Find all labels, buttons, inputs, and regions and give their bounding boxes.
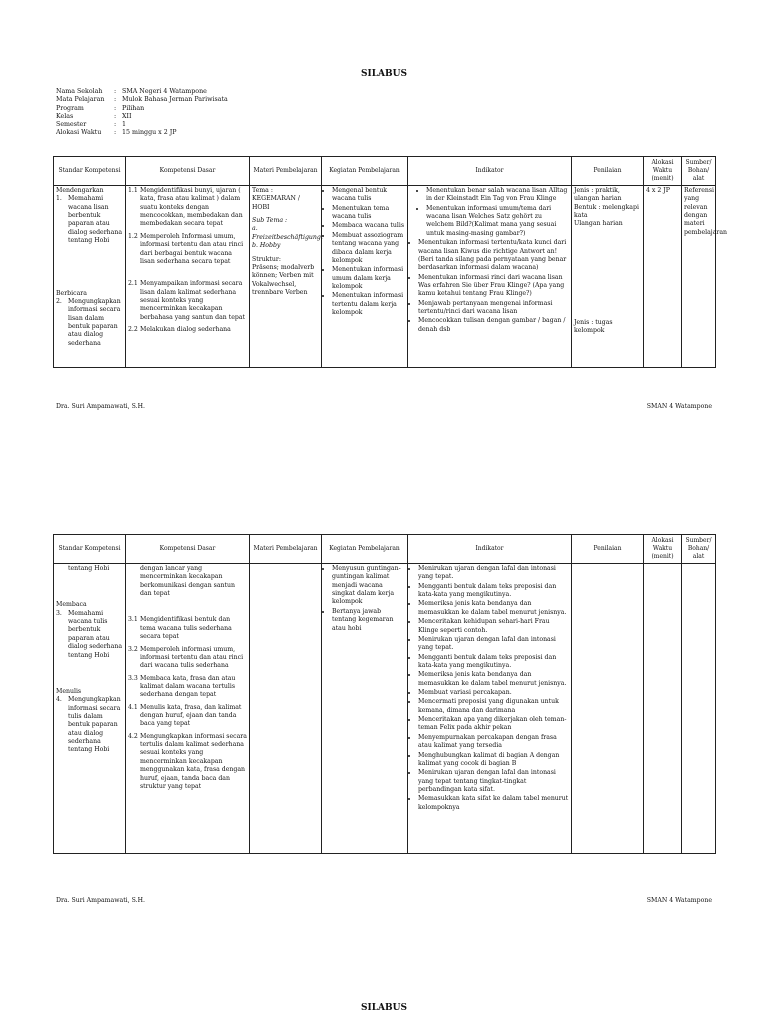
list-item: • Menceritakan apa yang dikerjakan oleh teman-teman Felix pada akhir pekan [418, 716, 569, 733]
meta-row [56, 88, 228, 96]
list-item [128, 675, 247, 700]
list-item: • Mengenal bentuk wacana tulis [332, 187, 405, 204]
item-number: 2.2 [128, 326, 138, 334]
list-item: • Menentukan informasi umum dalam kerja kelompok [332, 266, 405, 291]
column-header: Standar Kompetensi [54, 157, 126, 186]
item-number [56, 565, 68, 573]
section-heading: Membaca [56, 601, 87, 609]
item-number: 3.3 [128, 674, 138, 682]
list-item: • Mengganti bentuk dalam teks preposisi dan kata-kata yang mengikutinya. [418, 654, 569, 671]
list-item [56, 610, 123, 660]
penilaian-bentuk: Bentuk : melengkapi kata [574, 203, 639, 220]
indikator-cell [408, 564, 572, 854]
column-header: Indikator [408, 157, 572, 186]
page-title-bottom: SILABUS [361, 1003, 407, 1013]
meta-value: Pilihan [122, 104, 145, 112]
list-item: • Memasukkan kata sifat ke dalam tabel menurut kelompoknya [418, 795, 569, 812]
tema-label: Tema : [252, 187, 273, 194]
item-number: 4.1 [128, 703, 138, 711]
table-row [54, 564, 716, 854]
meta-row [56, 113, 228, 121]
table-header [54, 535, 716, 564]
penilaian-cell [572, 186, 644, 368]
section-heading: Berbicara [56, 289, 87, 297]
list-item [128, 704, 247, 729]
list-item: • Mengganti bentuk dalam teks preposisi dan kata-kata yang mengikutinya. [418, 583, 569, 600]
materi-cell [250, 564, 322, 854]
list-item: • Menjawab pertanyaan mengenai informasi tertentu/rinci dari wacana lisan [418, 300, 569, 317]
meta-row [56, 121, 228, 129]
item-text: Mengidentifikasi bunyi, ujaran ( kata, frasa atau kalimat ) dalam suatu konteks dengan mencocokkan, membedakan dan membedakan secara tepat [140, 187, 243, 228]
item-text: Mengidentifikasi bentuk dan tema wacana tulis sederhana secara tepat [140, 616, 232, 641]
item-text: Mengungkapkan informasi secara tulis dalam bentuk paparan atau dialog sederhana tentang Hobi [68, 696, 121, 754]
standar-kompetensi-cell [54, 186, 126, 368]
section-heading: Mendengarkan [56, 187, 104, 194]
list-item [128, 280, 247, 322]
list-item [128, 733, 247, 792]
item-number [128, 565, 140, 598]
standar-kompetensi-cell [54, 564, 126, 854]
kompetensi-dasar-cell [126, 564, 250, 854]
item-text: Menulis kata, frasa, dan kalimat dengan huruf, ejaan dan tanda baca yang tepat [140, 703, 242, 728]
list-item: • Membuat assoziogram tentang wacana yang dibaca dalam kerja kelompok [332, 232, 405, 265]
item-number: 1.2 [128, 232, 138, 240]
sumber-cell: Referensi yang relevan dengan materi pembelajaran [682, 186, 716, 368]
list-item: • Menghubungkan kalimat di bagian A dengan kalimat yang cocok di bagian B [418, 752, 569, 769]
item-number: 3. [56, 609, 62, 617]
alokasi-cell [644, 564, 682, 854]
sumber-cell [682, 564, 716, 854]
column-header: Kompetensi Dasar [126, 157, 250, 186]
kegiatan-cell [322, 564, 408, 854]
syllabus-table-2 [53, 534, 716, 854]
column-header: Penilaian [572, 535, 644, 564]
item-number: 2. [56, 297, 62, 305]
meta-key: Alokasi Waktu [56, 129, 102, 137]
item-text: Memperoleh Informasi umum, informasi tertentu dan atau rinci dari berbagai bentuk wacana lisan sederhana secara tepat [140, 232, 244, 265]
item-text: Menyampaikan informasi secara lisan dalam kalimat sederhana sesuai konteks yang mencerminkan kecakapan berbahasa yang santun dan tepat [140, 280, 245, 321]
list-item [128, 616, 247, 641]
alokasi-cell: 4 x 2 JP [644, 186, 682, 368]
item-text: dengan lancar yang mencerminkan kecakapan berkomunikasi dengan santun dan tepat [140, 565, 235, 598]
list-item [128, 326, 247, 334]
list-item: • Membaca wacana tulis [332, 222, 405, 230]
list-item: • Menceritakan kehidupan sehari-hari Frau Klinge seperti contoh. [418, 618, 569, 635]
list-item [128, 565, 247, 598]
column-header: Kegiatan Pembelajaran [322, 157, 408, 186]
meta-colon: : [114, 112, 117, 120]
meta-value: Mulok Bahasa Jerman Pariwisata [122, 96, 228, 104]
meta-value: 1 [122, 121, 127, 129]
item-number: 4. [56, 696, 62, 704]
list-item: • Menentukan informasi umum/tema dari wacana lisan Welches Satz gehört zu welchem Bild?(Kalimat mana yang sesuai untuk masing-masing gambar?) [426, 205, 569, 238]
column-header: Sumber/ Bohan/ alat [682, 535, 716, 564]
list-item: • Menentukan informasi tertentu/kata kunci dari wacana lisan Kiwus die richtige Antwort an!(Beri tanda silang pada pernyataan yang benar berdasarkan informasi dalam wacana) [418, 239, 569, 272]
subtema-label: Sub Tema : [252, 217, 288, 225]
subtema-b: b. Hobby [252, 242, 281, 250]
item-number: 1. [56, 195, 62, 203]
section-heading: Menulis [56, 687, 82, 695]
penilaian-cell [572, 564, 644, 854]
meta-key: Program [56, 104, 84, 112]
indikator-cell [408, 186, 572, 368]
list-item: • Mencocokkan tulisan dengan gambar / bagan / denah dsb [418, 317, 569, 334]
footer-right-2: SMAN 4 Watampone [646, 897, 712, 904]
list-item: • Menirukan ujaran dengan lafal dan intonasi yang tepat. [418, 565, 569, 582]
item-text: Membaca kata, frasa dan atau kalimat dalam wacana tertulis sederhana dengan tepat [140, 674, 236, 699]
list-item [56, 565, 123, 573]
table-header [54, 157, 716, 186]
meta-key: Nama Sekolah [56, 88, 103, 95]
tema-value: KEGEMARAN / HOBI [252, 195, 300, 211]
list-item: • Membuat variasi percakapan. [418, 689, 569, 697]
column-header: Standar Kompetensi [54, 535, 126, 564]
meta-colon: : [114, 104, 117, 112]
list-item: • Bertanya jawab tentang kegemaran atau hobi [332, 608, 405, 633]
column-header: Materi Pembelajaran [250, 535, 322, 564]
item-number: 3.1 [128, 616, 138, 624]
meta-key: Semester [56, 121, 87, 129]
list-item: • Memeriksa jenis kata bendanya dan memasukkan ke dalam tabel menurut jenisnya. [418, 600, 569, 617]
column-header: Alokasi Waktu (menit) [644, 157, 682, 186]
struktur-value: Präsens; modalverb können; Verben mit Vokalwechsel, trennbare Verben [252, 263, 315, 296]
list-item [128, 187, 247, 229]
item-number: 3.2 [128, 645, 138, 653]
item-number: 4.2 [128, 732, 138, 740]
meta-row [56, 105, 228, 113]
table-row [54, 186, 716, 368]
meta-row [56, 96, 228, 104]
item-text: Memahami wacana lisan berbentuk paparan atau dialog sederhana tentang Hobi [68, 195, 123, 245]
column-header: Sumber/ Bohan/ alat [682, 157, 716, 186]
column-header: Penilaian [572, 157, 644, 186]
meta-value: 15 minggu x 2 JP [122, 129, 177, 137]
column-header: Indikator [408, 535, 572, 564]
meta-colon: : [114, 88, 117, 95]
penilaian-jenis-2: Jenis : tugas kelompok [574, 318, 613, 335]
materi-cell [250, 186, 322, 368]
item-text: Memahami wacana tulis berbentuk paparan atau dialog sederhana tentang Hobi [68, 609, 123, 659]
meta-key: Kelas [56, 112, 74, 120]
footer-right-1: SMAN 4 Watampone [646, 403, 712, 410]
column-header: Alokasi Waktu (menit) [644, 535, 682, 564]
meta-colon: : [114, 121, 117, 129]
list-item [56, 696, 123, 755]
struktur-label: Struktur: [252, 255, 281, 263]
subtema-a: a. Freizeitbeschäftigung. [252, 225, 323, 241]
meta-colon: : [114, 129, 117, 137]
kompetensi-dasar-cell [126, 186, 250, 368]
penilaian-jenis: Jenis : praktik, ulangan harian [574, 187, 622, 203]
syllabus-table-1 [53, 156, 728, 368]
meta-value: SMA Negeri 4 Watampone [122, 88, 207, 95]
item-text: tentang Hobi [68, 565, 110, 572]
list-item [56, 298, 123, 348]
item-text: Mengungkapkan informasi secara lisan dalam bentuk paparan atau dialog sederhana [68, 297, 121, 347]
item-number: 1.1 [128, 187, 138, 194]
meta-key: Mata Pelajaran [56, 96, 105, 104]
footer-left-2: Dra. Suri Ampamawati, S.H. [56, 897, 145, 904]
list-item: • Menentukan tema wacana tulis [332, 205, 405, 222]
item-text: Mengungkapkan informasi secara tertulis dalam kalimat sederhana sesuai konteks yang mencerminkan kecakapan menggunakan kata, frasa dengan huruf, ejaan, tanda baca dan struktur yang tepat [140, 732, 247, 790]
list-item: • Mencermati preposisi yang digunakan untuk kemana, dimana dan darimana [418, 698, 569, 715]
list-item: • Menirukan ujaran dengan lafal dan intonasi yang tepat tentang tingkat-tingkat perbandingan kata sifat. [418, 769, 569, 794]
list-item: • Memeriksa jenis kata bendanya dan memasukkan ke dalam tabel menurut jenisnya. [418, 671, 569, 688]
list-item: • Menyempurnakan percakapan dengan frasa atau kalimat yang tersedia [418, 734, 569, 751]
column-header: Materi Pembelajaran [250, 157, 322, 186]
item-text: Memperoleh informasi umum, informasi tertentu dan atau rinci dari wacana tulis sederhana [140, 645, 244, 670]
list-item: • Menirukan ujaran dengan lafal dan intonasi yang tepat. [418, 636, 569, 653]
list-item [56, 195, 123, 245]
item-text: Melakukan dialog sederhana [140, 326, 231, 334]
school-meta [56, 88, 228, 138]
page-title: SILABUS [361, 69, 407, 79]
kegiatan-cell [322, 186, 408, 368]
list-item: • Menentukan benar salah wacana lisan Alltag in der Kleinstadt Ein Tag von Frau Klinge [426, 187, 569, 204]
item-number: 2.1 [128, 280, 138, 288]
list-item [128, 646, 247, 671]
meta-colon: : [114, 96, 117, 104]
penilaian-bentuk-2: Ulangan harian [574, 220, 623, 228]
column-header: Kegiatan Pembelajaran [322, 535, 408, 564]
meta-value: XII [122, 112, 132, 120]
column-header: Kompetensi Dasar [126, 535, 250, 564]
list-item [128, 233, 247, 266]
footer-left-1: Dra. Suri Ampamawati, S.H. [56, 403, 145, 410]
list-item: • Menentukan informasi rinci dari wacana lisan Was erfahren Sie über Frau Klinge? (Apa yang kamu ketahui tentang Frau Klinge?) [418, 274, 569, 299]
list-item: • Menentukan informasi tertentu dalam kerja kelompok [332, 292, 405, 317]
list-item: • Menyusun guntingan-guntingan kalimat menjadi wacana singkat dalam kerja kelompok [332, 565, 405, 607]
meta-row [56, 129, 228, 137]
